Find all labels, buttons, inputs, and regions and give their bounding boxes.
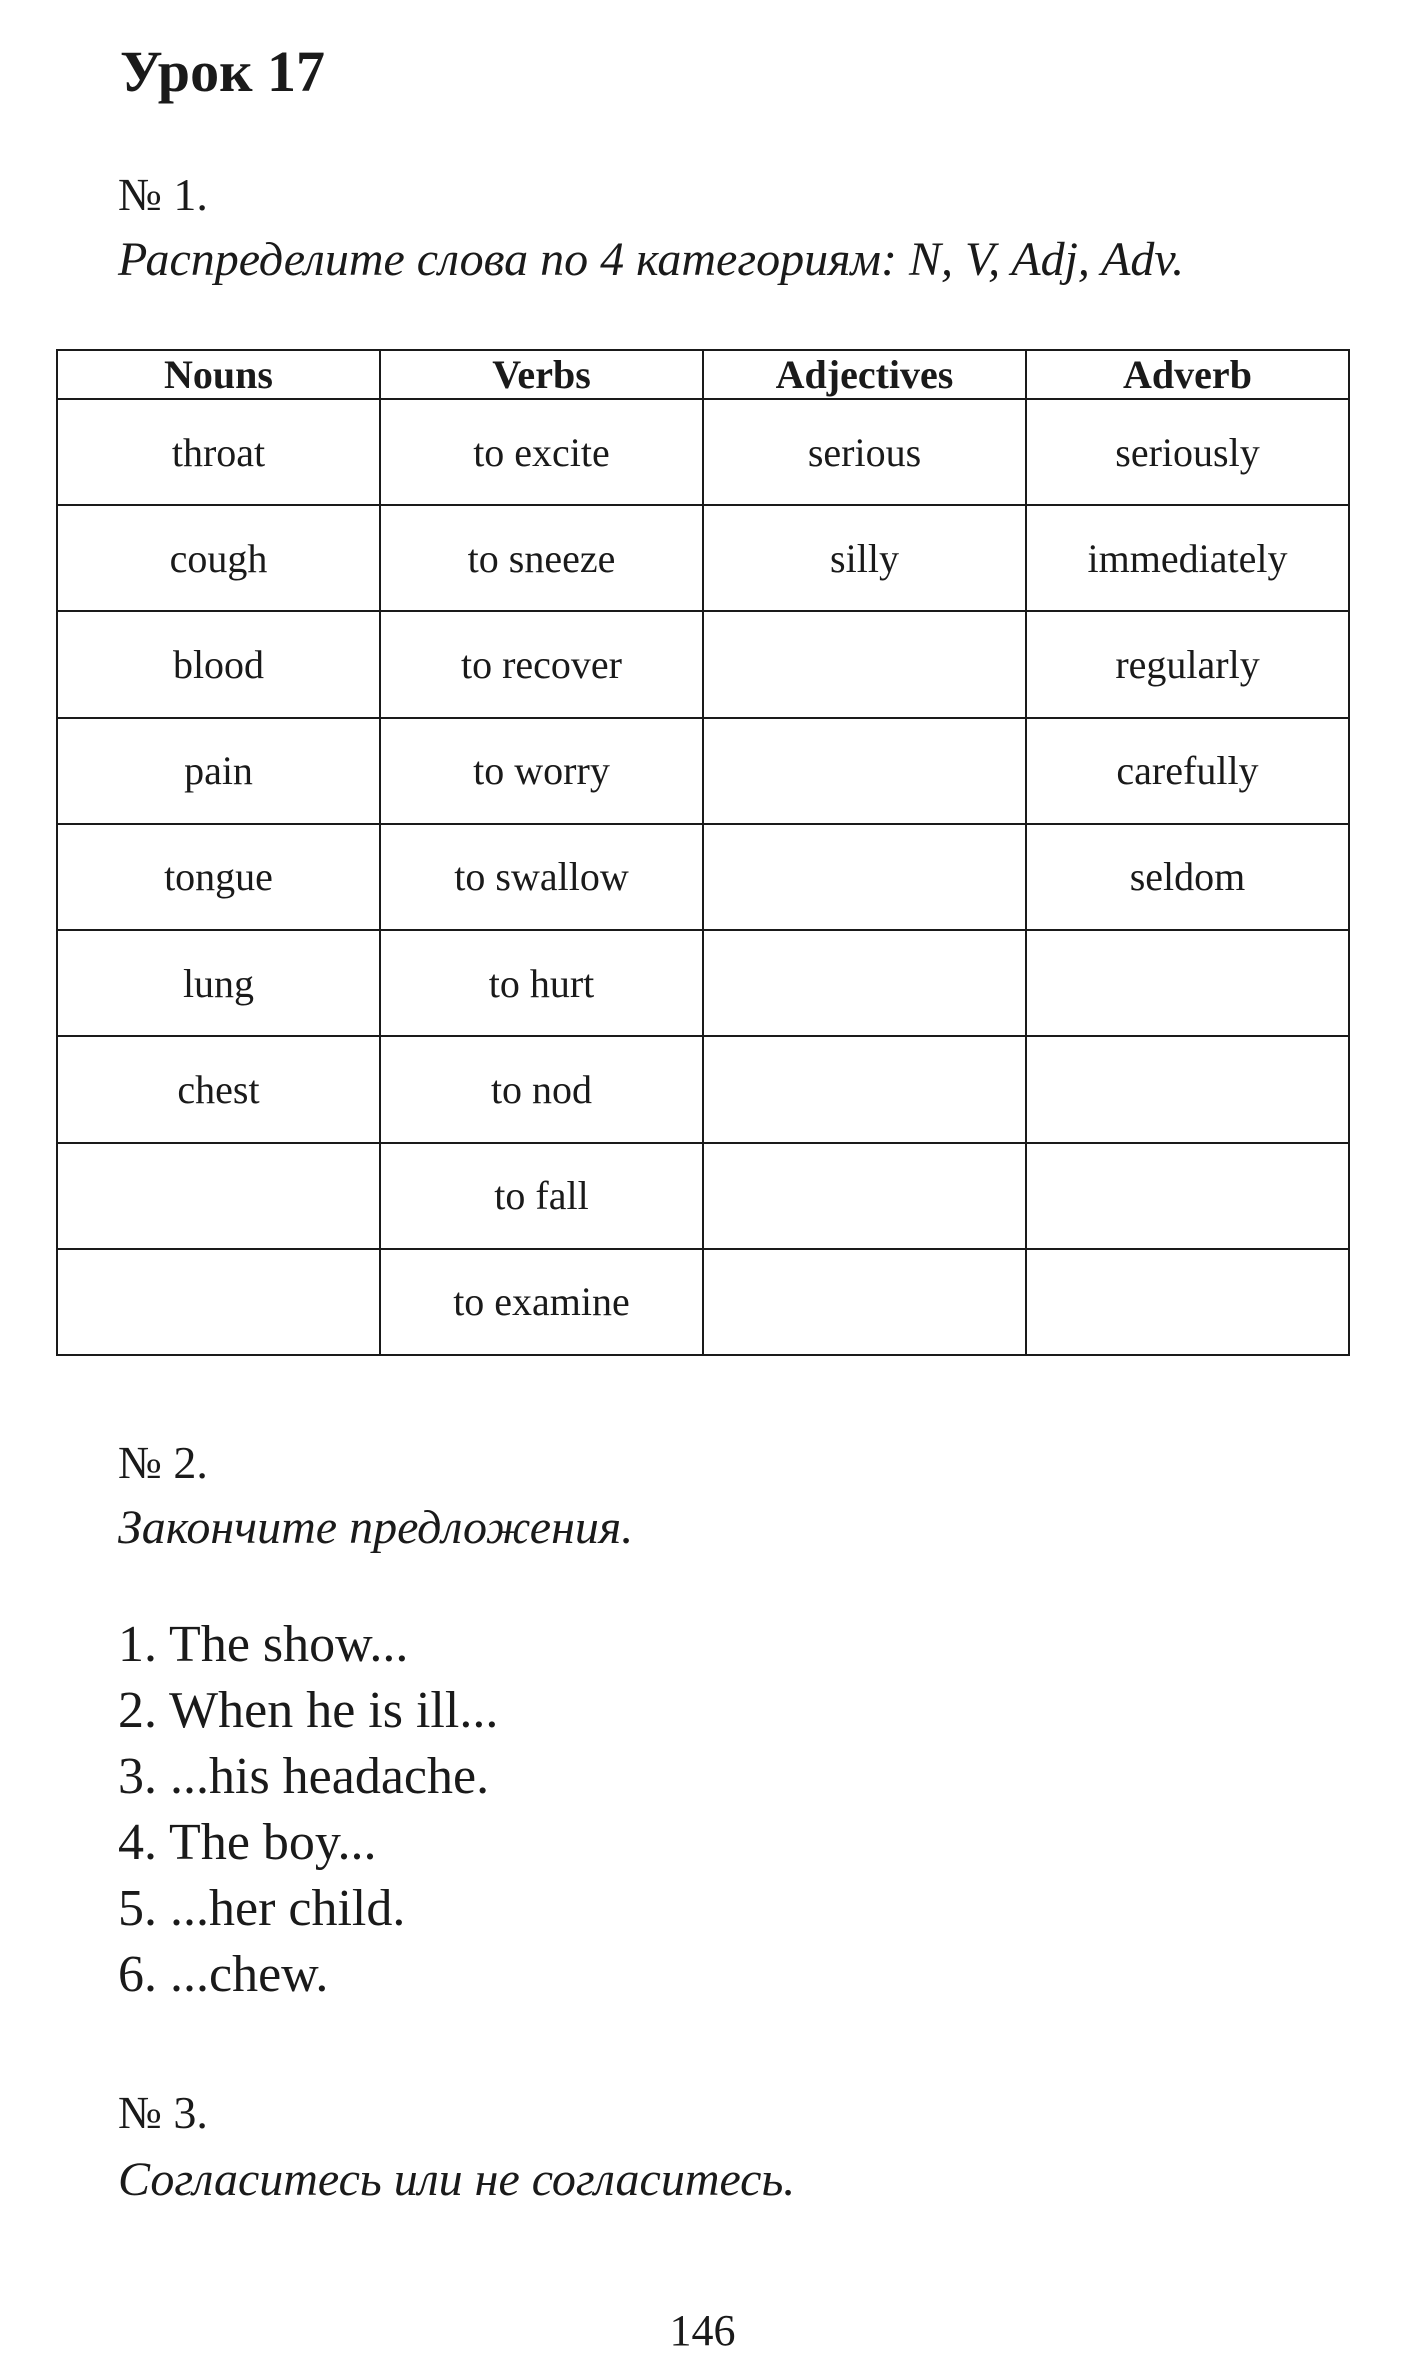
table-cell (1026, 1036, 1349, 1142)
table-cell (1026, 1249, 1349, 1355)
table-cell (703, 611, 1026, 717)
table-cell: lung (57, 930, 380, 1036)
table-cell: regularly (1026, 611, 1349, 717)
table-cell: serious (703, 399, 1026, 505)
lesson-title: Урок 17 (120, 39, 325, 104)
table-cell (703, 930, 1026, 1036)
table-row (57, 930, 1349, 1036)
table-cell: throat (57, 399, 380, 505)
table-cell: to hurt (380, 930, 703, 1036)
table-row (57, 1143, 1349, 1249)
table-cell (703, 718, 1026, 824)
table-row (57, 718, 1349, 824)
exercise-3-instruction: Согласитесь или не согласитесь. (118, 2153, 796, 2206)
table-cell: to examine (380, 1249, 703, 1355)
table-row (57, 611, 1349, 717)
page-number: 146 (669, 2306, 736, 2355)
word-categories-table (56, 349, 1350, 1356)
exercise-3-number: № 3. (118, 2087, 208, 2138)
table-cell (1026, 1143, 1349, 1249)
header-adjectives: Adjectives (703, 350, 1026, 399)
header-verbs: Verbs (380, 350, 703, 399)
table-cell: cough (57, 505, 380, 611)
header-nouns: Nouns (57, 350, 380, 399)
table-header-row (57, 350, 1349, 399)
list-item: 2. When he is ill... (118, 1682, 499, 1739)
table-row (57, 1249, 1349, 1355)
header-adverb: Adverb (1026, 350, 1349, 399)
table-cell: tongue (57, 824, 380, 930)
table-cell: pain (57, 718, 380, 824)
table-cell: seriously (1026, 399, 1349, 505)
table-cell (703, 1249, 1026, 1355)
list-item: 5. ...her child. (118, 1880, 406, 1937)
table-cell: to worry (380, 718, 703, 824)
table-cell: to sneeze (380, 505, 703, 611)
table-cell: to nod (380, 1036, 703, 1142)
table-cell: silly (703, 505, 1026, 611)
exercise-2-instruction: Закончите предложения. (118, 1501, 634, 1554)
table-cell (1026, 930, 1349, 1036)
table-cell (703, 1143, 1026, 1249)
table-cell: carefully (1026, 718, 1349, 824)
table-cell: to fall (380, 1143, 703, 1249)
table-row (57, 505, 1349, 611)
table-row (57, 399, 1349, 505)
exercise-1-instruction: Распределите слова по 4 категориям: N, V, Adj, Adv. (118, 233, 1185, 286)
table-cell: to swallow (380, 824, 703, 930)
table-cell (57, 1143, 380, 1249)
table-row (57, 824, 1349, 930)
list-item: 4. The boy... (118, 1814, 377, 1871)
table-cell (57, 1249, 380, 1355)
table-cell: to recover (380, 611, 703, 717)
list-item: 1. The show... (118, 1616, 409, 1673)
table-cell (703, 824, 1026, 930)
table-cell: chest (57, 1036, 380, 1142)
table-row (57, 1036, 1349, 1142)
exercise-1-number: № 1. (118, 169, 208, 220)
exercise-2-number: № 2. (118, 1437, 208, 1488)
list-item: 3. ...his headache. (118, 1748, 490, 1805)
table-cell: immediately (1026, 505, 1349, 611)
table-cell: to excite (380, 399, 703, 505)
table-cell (703, 1036, 1026, 1142)
list-item: 6. ...chew. (118, 1946, 329, 2003)
table-cell: seldom (1026, 824, 1349, 930)
sentence-list (118, 1612, 498, 2008)
table-cell: blood (57, 611, 380, 717)
